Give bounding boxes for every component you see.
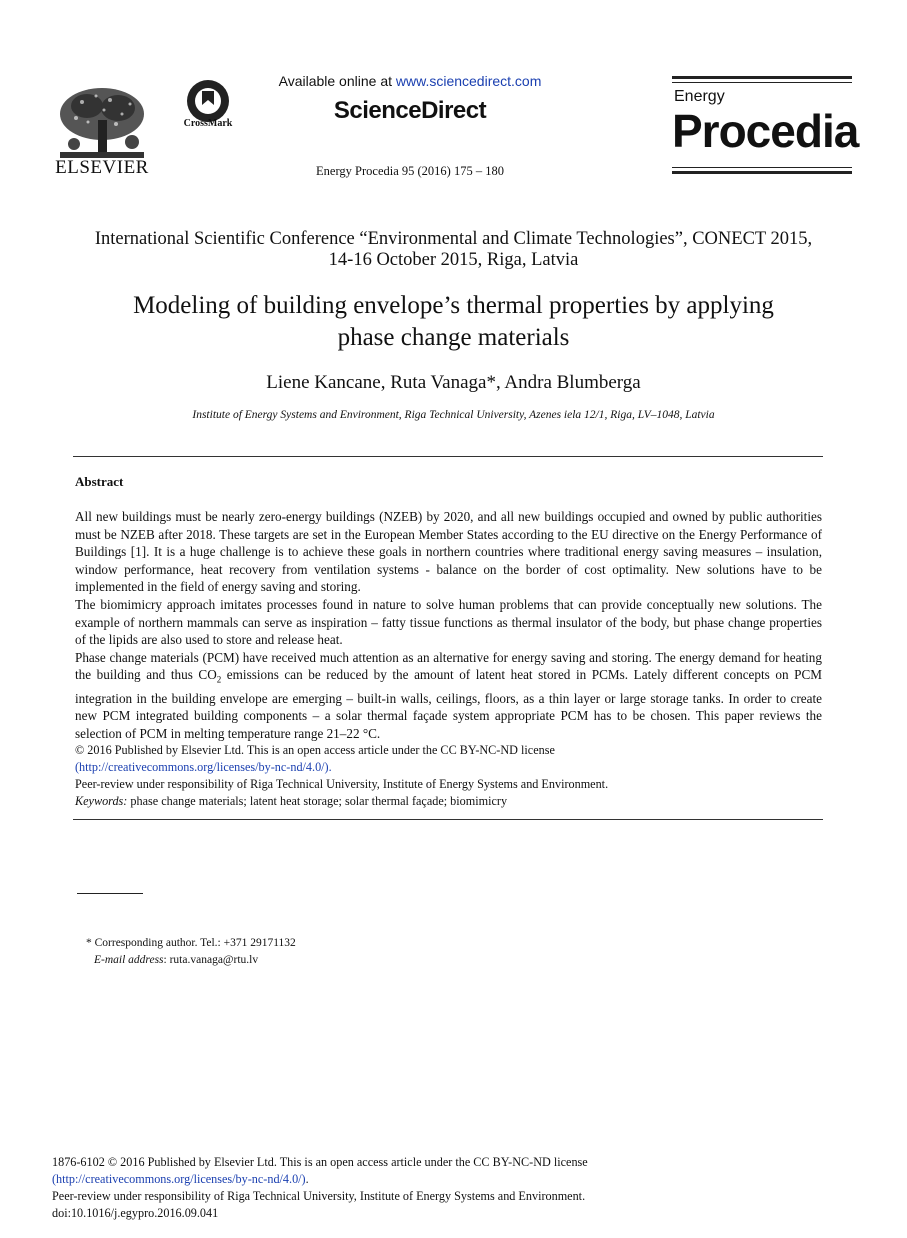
paper-title (60, 290, 847, 354)
p3-text-b: emissions can be reduced by the amount of latent heat stored in PCMs. Lately different concepts on PCM integration in the building envelope are emerging – built-in walls, ceilings, floors, as a thin layer or large storage tanks. In order to create new PCM integrated building components – a solar thermal façade system appropriate PCM has to be chosen. This paper reviews the selection of PCM in melting temperature range 21–22 °C. (75, 667, 822, 741)
logo-rule-top (672, 76, 852, 79)
divider-bottom (73, 819, 823, 820)
copyright-line: © 2016 Published by Elsevier Ltd. This is an open access article under the CC BY-NC-ND license (75, 743, 555, 758)
abstract-paragraph-2: The biomimicry approach imitates processes found in nature to solve human problems that can provide conceptually new solutions. The example of northern mammals can serve as inspiration – fatty tissue functions as thermal insulator of the body, but phase change properties of the lipids are also used to store and release heat. (75, 596, 822, 648)
footnote (86, 935, 296, 969)
conference-info (40, 229, 867, 271)
sciencedirect-link[interactable]: www.sciencedirect.com (395, 73, 542, 89)
email-label: E-mail address (94, 954, 164, 966)
divider-top (73, 456, 823, 457)
affiliation: Institute of Energy Systems and Environment, Riga Technical University, Azenes iela 12/1, Riga, LV–1048, Latvia (192, 409, 715, 421)
peer-review-line: Peer-review under responsibility of Riga Technical University, Institute of Energy Systems and Environment. (75, 777, 609, 792)
conference-line-2: 14-16 October 2015, Riga, Latvia (328, 250, 579, 270)
logo-rule-bottom (672, 171, 852, 174)
journal-name-energy: Energy (674, 88, 725, 105)
title-line-1: Modeling of building envelope’s thermal properties by applying (133, 292, 774, 319)
corresponding-author: * Corresponding author. Tel.: +371 29171132 (86, 937, 296, 949)
doi[interactable]: doi:10.1016/j.egypro.2016.09.041 (52, 1206, 219, 1220)
crossmark-label: CrossMark (183, 118, 233, 129)
available-prefix: Available online at (278, 73, 396, 89)
journal-citation: Energy Procedia 95 (2016) 175 – 180 (316, 164, 504, 178)
logo-rule-top-thin (672, 82, 852, 83)
p3-text-a: Phase change materials (PCM) have received much attention as an alternative for energy saving and storing. The energy demand for heating the building and thus CO (75, 649, 822, 683)
publisher-name: ELSEVIER (55, 157, 149, 178)
keywords-line (75, 793, 822, 810)
journal-name-procedia: Procedia (672, 105, 859, 157)
license-line (75, 759, 822, 776)
abstract-heading: Abstract (75, 474, 124, 489)
keywords-label: Keywords: (75, 794, 128, 809)
bottom-license-line (52, 1171, 588, 1188)
conference-line-1: International Scientific Conference “Environmental and Climate Technologies”, CONECT 2015, (94, 229, 813, 249)
issn-license-line: 1876-6102 © 2016 Published by Elsevier Ltd. This is an open access article under the CC BY-NC-ND license (52, 1155, 588, 1169)
bottom-info (52, 1154, 588, 1222)
authors: Liene Kancane, Ruta Vanaga*, Andra Blumberga (266, 372, 641, 393)
keywords-list: phase change materials; latent heat storage; solar thermal façade; biomimicry (127, 794, 508, 809)
license-link[interactable]: (http://creativecommons.org/licenses/by-nc-nd/4.0/). (75, 760, 332, 775)
abstract-paragraph-1: All new buildings must be nearly zero-energy buildings (NZEB) by 2020, and all new buildings occupied and owned by public authorities must be NZEB after 2018. These targets are set in the European Member States according to the EU directive on the Energy Performance of Buildings [1]. It is a huge challenge is to achieve these goals in northern countries where traditional energy saving measures – insulation, window performance, heat recovery from ventilation systems - balance on the border of cost optimality. New solutions have to be implemented in the field of energy saving and storing. (75, 509, 822, 595)
email-line (86, 952, 296, 969)
email-address[interactable]: : ruta.vanaga@rtu.lv (163, 954, 259, 966)
sciencedirect-brand: ScienceDirect (333, 97, 487, 124)
abstract-body (75, 508, 822, 810)
logo-rule-bottom-thin (672, 167, 852, 168)
available-online (260, 73, 560, 89)
title-line-2: phase change materials (337, 324, 570, 351)
bottom-link-end: . (305, 1172, 309, 1186)
footnote-rule (77, 893, 143, 894)
abstract-paragraph-3 (75, 649, 822, 743)
bottom-peer-review: Peer-review under responsibility of Riga Technical University, Institute of Energy Systems and Environment. (52, 1189, 586, 1203)
energy-procedia-logo (672, 76, 859, 176)
bottom-license-link[interactable]: (http://creativecommons.org/licenses/by-nc-nd/4.0/) (52, 1172, 306, 1186)
co2-subscript: 2 (216, 674, 222, 685)
